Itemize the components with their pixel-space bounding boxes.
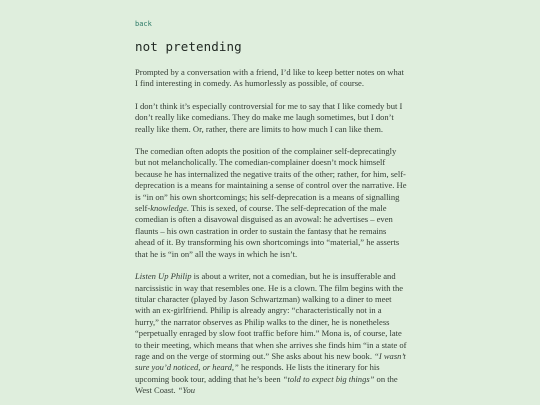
paragraph-listen-up-philip — [135, 271, 407, 396]
paragraph-intro: Prompted by a conversation with a friend, I’d like to keep better notes on what I find interesting in comedy. As humorlessly as possible, of course. — [135, 67, 404, 89]
paragraph-text: on the West Coast. — [135, 373, 398, 396]
paragraph-text: is about a writer, not a comedian, but he is insufferable and narcissistic in way that resembles one. He is a clown. The film begins with the titular character (played by Jason Schwartzman) walking to a diner to meet with an ex-girlfriend. Philip is already angry: “characteristically not in a hurry,” the narrator observes as Philip walks to the diner, he is nonetheless “perpetually enraged by slow foot traffic before him.” Mona is, of course, late to their meeting, which means that when she arrives she finds him “in a state of rage and on the verge of storming out.” She asks about his new book. — [135, 271, 407, 361]
emphasis-knowledge: knowledge — [150, 203, 187, 214]
paragraph-text: he responds. He lists the itinerary for his upcoming book tour, adding that he’s been — [135, 362, 380, 384]
back-link[interactable]: back — [135, 20, 152, 28]
page-title: not pretending — [135, 39, 242, 54]
article-body — [135, 67, 407, 397]
quote-emphasis: “I wasn’t sure you’d noticed, or heard,” — [135, 350, 406, 373]
paragraph-complainer — [135, 146, 407, 260]
paragraph-text: . This is sexed, of course. The self-deprecation of the male comedian is often a disavowal disguised as an avowal: he advertises – even flaunts – his own castration in order to sustain the fantasy that he remains ahead of it. By transforming his own shortcomings into “material,” he asserts that he is “in on” all the ways in which he isn’t. — [135, 203, 400, 259]
paragraph-comedians: I don’t think it’s especially controversial for me to say that I like comedy but I don’t really like comedians. They do make me laugh sometimes, but I don’t really like them. Or, rather, there are limits to how much I can like them. — [135, 100, 403, 134]
quote-emphasis: “told to expect big things” — [282, 373, 375, 384]
paragraph-text: The comedian often adopts the position of the complainer self-deprecatingly but not melancholically. The comedian-complainer doesn’t mock himself because he has internalized the negative traits of the other; rather, for him, self-deprecation is a means for maintaining a sense of control over the narrative. He is “in on” his own shortcomings; his self-deprecation is a means of signalling self- — [135, 146, 407, 214]
article-column — [135, 11, 407, 405]
quote-emphasis: “You — [177, 385, 196, 396]
film-title: Listen Up Philip — [135, 271, 192, 282]
